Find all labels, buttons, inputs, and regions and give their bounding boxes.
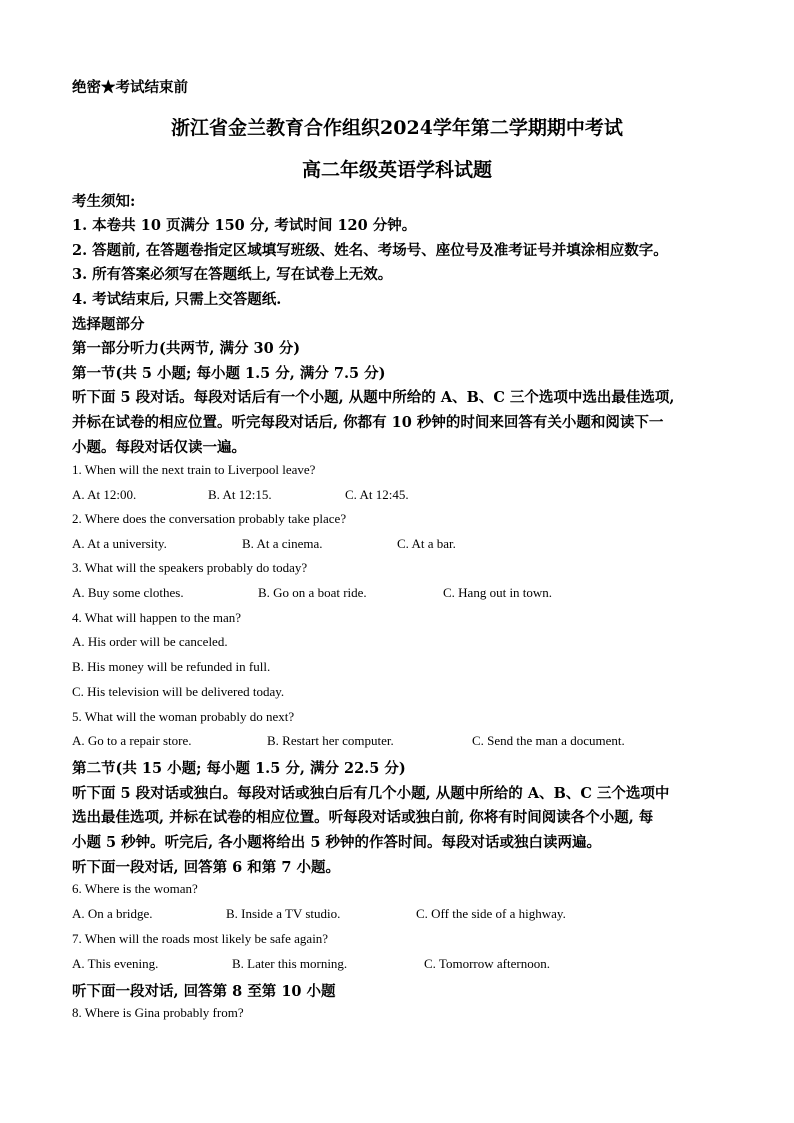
exam-subtitle: 高二年级英语学科试题: [301, 159, 492, 181]
question-stem: 4. What will happen to the man?: [72, 610, 242, 625]
dialog-instruction: 听下面一段对话, 回答第 6 和第 7 小题。: [72, 859, 340, 876]
section1-instructions: 听下面 5 段对话。每段对话后有一个小题, 从题中所给的 A、B、C 三个选项中选出最佳选项,: [72, 389, 675, 406]
section-label: 选择题部分: [72, 316, 145, 333]
question-stem: 3. What will the speakers probably do today?: [72, 560, 308, 575]
confidential-note: 绝密★考试结束前: [72, 79, 188, 96]
notice-item: 2. 答题前, 在答题卷指定区域填写班级、姓名、考场号、座位号及准考证号并填涂相应数字。: [72, 242, 668, 259]
option-a: A. At 12:00.: [72, 487, 137, 502]
question-stem: 7. When will the roads most likely be safe again?: [72, 931, 329, 946]
section1-instructions: 小题。每段对话仅读一遍。: [72, 439, 246, 456]
option-c: C. Off the side of a highway.: [416, 906, 566, 921]
question-stem: 6. Where is the woman?: [72, 881, 198, 896]
option-b: B. Inside a TV studio.: [226, 906, 341, 921]
exam-title: 浙江省金兰教育合作组织2024学年第二学期期中考试: [171, 117, 623, 139]
question-stem: 5. What will the woman probably do next?: [72, 709, 295, 724]
option-a: A. This evening.: [72, 956, 159, 971]
section2-instructions: 选出最佳选项, 并标在试卷的相应位置。听每段对话或独白前, 你将有时间阅读各个小题, 每: [72, 809, 654, 826]
notice-item: 3. 所有答案必须写在答题纸上, 写在试卷上无效。: [72, 266, 393, 283]
option-c: C. Hang out in town.: [443, 585, 553, 600]
section2-instructions: 小题 5 秒钟。听完后, 各小题将给出 5 秒钟的作答时间。每段对话或独白读两遍。: [72, 834, 601, 851]
part1-heading: 第一部分听力(共两节, 满分 30 分): [72, 340, 301, 357]
option-b: B. His money will be refunded in full.: [72, 659, 271, 674]
section2-instructions: 听下面 5 段对话或独白。每段对话或独白后有几个小题, 从题中所给的 A、B、C 三个选项中: [72, 785, 670, 802]
question-stem: 8. Where is Gina probably from?: [72, 1005, 244, 1020]
option-b: B. At 12:15.: [208, 487, 272, 502]
option-c: C. His television will be delivered today.: [72, 684, 285, 699]
option-c: C. At a bar.: [397, 536, 456, 551]
option-c: C. At 12:45.: [345, 487, 409, 502]
question-stem: 1. When will the next train to Liverpool leave?: [72, 462, 316, 477]
option-b: B. At a cinema.: [242, 536, 323, 551]
option-c: C. Tomorrow afternoon.: [424, 956, 550, 971]
section1-heading: 第一节(共 5 小题; 每小题 1.5 分, 满分 7.5 分): [72, 365, 386, 382]
section2-heading: 第二节(共 15 小题; 每小题 1.5 分, 满分 22.5 分): [72, 760, 406, 777]
option-a: A. On a bridge.: [72, 906, 153, 921]
option-b: B. Later this morning.: [232, 956, 348, 971]
option-b: B. Go on a boat ride.: [258, 585, 367, 600]
notice-item: 1. 本卷共 10 页满分 150 分, 考试时间 120 分钟。: [72, 217, 417, 234]
notice-item: 4. 考试结束后, 只需上交答题纸.: [72, 291, 282, 308]
option-a: A. Buy some clothes.: [72, 585, 184, 600]
option-a: A. His order will be canceled.: [72, 634, 228, 649]
option-a: A. Go to a repair store.: [72, 733, 192, 748]
option-b: B. Restart her computer.: [267, 733, 394, 748]
option-a: A. At a university.: [72, 536, 167, 551]
question-stem: 2. Where does the conversation probably take place?: [72, 511, 347, 526]
dialog-instruction: 听下面一段对话, 回答第 8 至第 10 小题: [72, 983, 336, 1000]
section1-instructions: 并标在试卷的相应位置。听完每段对话后, 你都有 10 秒钟的时间来回答有关小题和阅读下一: [72, 414, 664, 431]
option-c: C. Send the man a document.: [472, 733, 625, 748]
notice-heading: 考生须知:: [72, 193, 136, 210]
